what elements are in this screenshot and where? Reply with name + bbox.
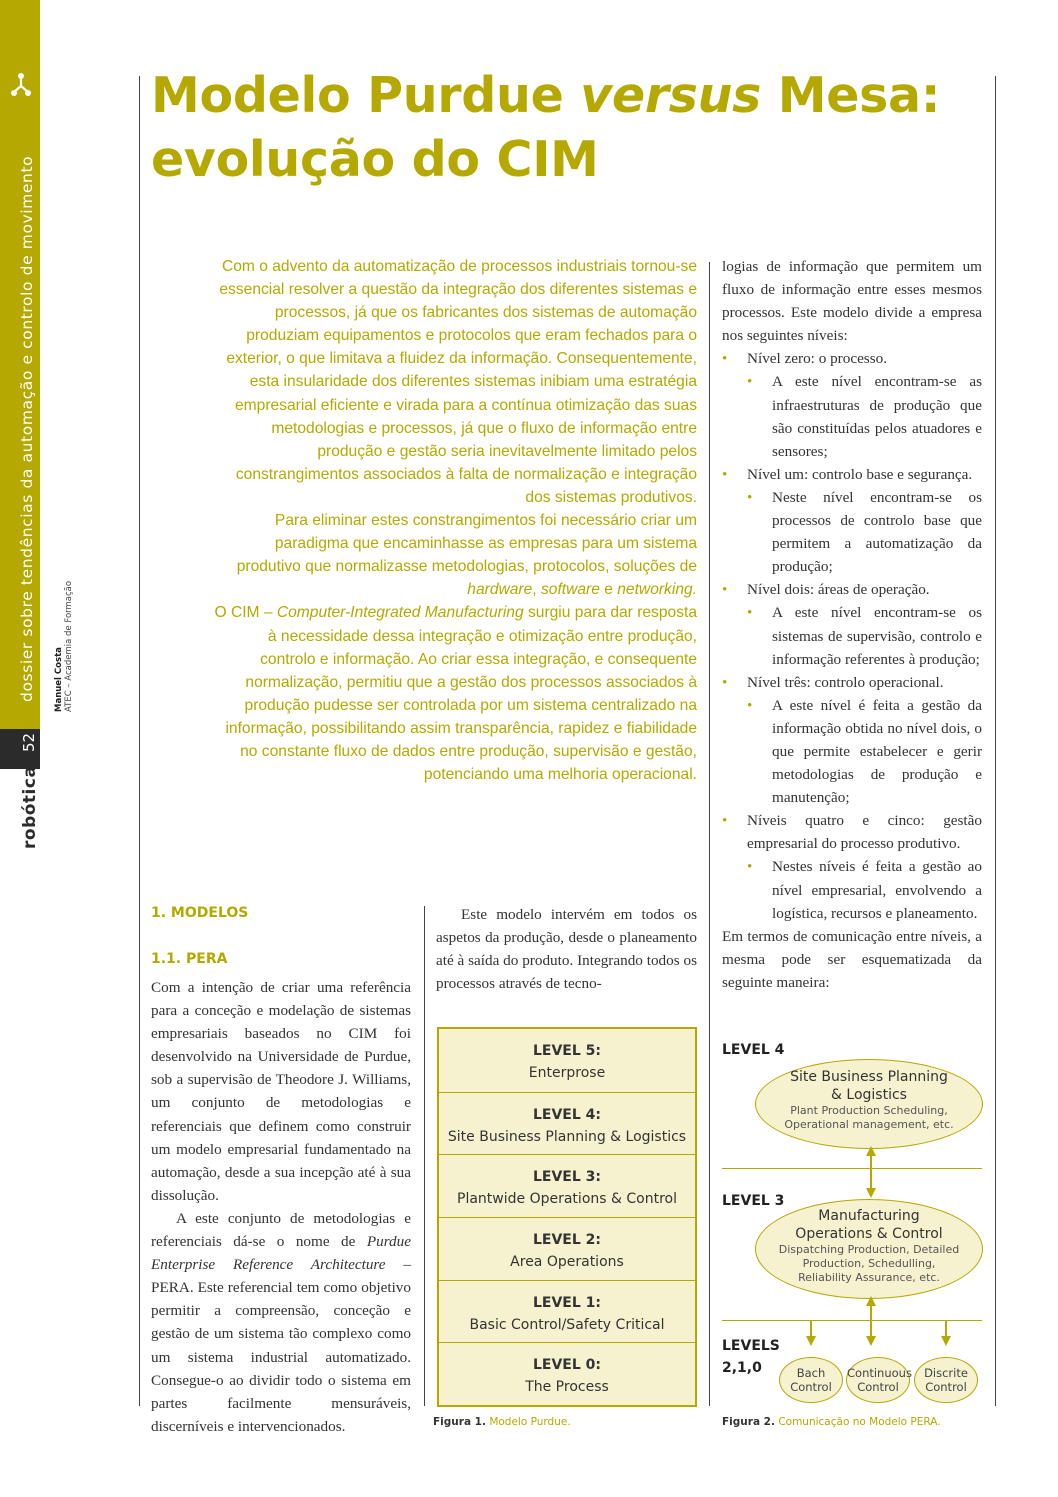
col1-paragraph-2: A este conjunto de metodologias e referenciais dá-se o nome de Purdue Enterprise Reference Architecture – PERA. Este referencial tem como objetivo permitir a compreensão, conceção e gestão de um sistema tão complexo como um sistema industrial automatizado. Consegue-o ao dividir todo o sistema em partes facilmente mensuráveis, discerníveis e intervencionados.	[151, 1209, 412, 1435]
list-item: • Níveis quatro e cinco: gestão empresarial do processo produtivo. • Nestes níveis é feita a gestão ao nível empresarial, envolvendo a logística, recursos e planeamento.	[722, 812, 982, 922]
lead-paragraph-2: Para eliminar estes constrangimentos foi necessário criar um paradigma que encaminhasse as empresas para um sistema produtivo que normalizasse metodologias, protocolos, soluções de hardware, software e networking.	[236, 512, 697, 599]
col2-paragraph-1: Este modelo intervém em todos os aspetos da produção, desde o planeamento até à saída do produto. Integrando todos os processos através de tecno-	[436, 906, 697, 993]
lead-paragraph-1: Com o advento da automatização de processos industriais tornou-se essencial resolver a questão da integração dos diferentes sistemas e processos, já que os fabricantes dos sistemas de automação produziam equipamentos e protocolos que eram fechados para o exterior, o que limitava a fluidez da informação. Consequentemente, esta insularidade dos diferentes sistemas inibiam uma estratégia empresarial eficiente e virada para a contínua otimização das suas metodologias e processos, já que o fluxo de informação entre produção e gestão seria inevitavelmente limitado pelos constrangimentos associados à falta de normalização e integração dos sistemas produtivos.	[219, 258, 697, 506]
title-part-2: Mesa:	[761, 67, 941, 124]
list-item: • Nível três: controlo operacional. • A este nível é feita a gestão da informação obtida no nível dois, o que permite estabelecer e gerir metodologias de produção e manutenção;	[722, 673, 982, 807]
purdue-model-figure	[437, 1027, 697, 1407]
column-rule-mid1	[424, 906, 425, 1406]
list-item: • Nível zero: o processo. • A este nível encontram-se as infraestruturas de produção que são constituídas pelos atuadores e sensores;	[722, 350, 982, 460]
level-box: LEVEL 5: Enterprose	[528, 1043, 606, 1081]
level-3-label: LEVEL 3	[722, 1193, 785, 1209]
levels-210-label: LEVELS 2,1,0	[722, 1338, 780, 1376]
col3-intro: logias de informação que permitem um fluxo de informação entre esses mesmos processos. Este modelo divide a empresa nos seguintes níveis:	[722, 258, 982, 345]
column-rule-mid2	[709, 262, 710, 1406]
level-box: LEVEL 0: The Process	[439, 1342, 695, 1405]
figure-1-caption: Figura 1. Modelo Purdue.	[433, 1416, 571, 1428]
level-box: LEVEL 4: Site Business Planning & Logistics	[439, 1092, 695, 1155]
column-1-text	[151, 976, 411, 1438]
level-4-label: LEVEL 4	[722, 1042, 785, 1058]
author-affiliation: ATEC – Academia de Formação	[64, 580, 74, 712]
batch-control-ellipse: Bach Control	[779, 1357, 843, 1403]
column-3-text	[722, 255, 982, 925]
title-part-1: Modelo Purdue	[151, 67, 581, 124]
manufacturing-ellipse: Manufacturing Operations & Control Dispatching Production, Detailed Production, Schedulling, Reliability Assurance, etc.	[755, 1199, 983, 1299]
lead-paragraphs	[214, 255, 697, 786]
list-item: • Nível um: controlo base e segurança. • Neste nível encontram-se os processos de controlo base que permitem a automatização da produção;	[722, 465, 982, 576]
continuous-control-ellipse: Continuous Control	[846, 1357, 910, 1403]
lead-paragraph-3: O CIM – Computer-Integrated Manufacturing surgiu para dar resposta à necessidade dessa integração e otimização entre produção, controlo e informação. Ao criar essa integração, e consequente normalização, permitiu que a gestão dos processos associados à produção pudesse ser controlada por um sistema centralizado na informação, possibilitando assim transparência, rapidez e fiabilidade no constante fluxo de dados entre produção, supervisão e gestão, potenciando uma melhoria operacional.	[214, 604, 697, 784]
column-rule-left	[139, 76, 140, 1406]
figure-2-caption: Figura 2. Comunicação no Modelo PERA.	[722, 1416, 941, 1428]
levels-list	[722, 347, 982, 924]
col1-paragraph-1: Com a intenção de criar uma referência para a conceção e modelação de sistemas empresariais baseados no CIM foi desenvolvido na Universidade de Purdue, sob a supervisão de Theodore J. Williams, um conjunto de metodologias e referenciais que definem como construir um modelo empresarial fundamentado na automação, desde a sua incepção até à sua dissolução.	[151, 979, 411, 1204]
column-2-text	[436, 903, 697, 995]
column-3-outro	[722, 925, 982, 994]
column-rule-right	[995, 76, 996, 1406]
discrete-control-ellipse: Discrite Control	[914, 1357, 978, 1403]
list-item: • Nível dois: áreas de operação. • A este nível encontram-se os sistemas de supervisão, controlo e informação referentes à produção;	[722, 581, 982, 668]
level-box: LEVEL 1: Basic Control/Safety Critical	[439, 1280, 695, 1343]
site-business-ellipse: Site Business Planning & Logistics Plant Production Scheduling, Operational management, etc.	[755, 1059, 983, 1149]
network-logo-icon	[10, 72, 32, 98]
section-title: dossier sobre tendências da automação e controlo de movimento	[18, 155, 36, 702]
subsection-heading: 1.1. PERA	[151, 951, 228, 967]
page-number: 52	[20, 732, 38, 752]
author-block	[54, 581, 74, 712]
article-title	[151, 64, 940, 192]
title-line-2: evolução do CIM	[151, 131, 599, 188]
communication-arrows-icon	[722, 1145, 982, 1355]
level-box: LEVEL 3: Plantwide Operations & Control	[439, 1154, 695, 1217]
section-heading: 1. MODELOS	[151, 905, 249, 921]
author-name: Manuel Costa	[54, 647, 64, 712]
col3-outro-text: Em termos de comunicação entre níveis, a mesma pode ser esquematizada da seguinte maneira:	[722, 928, 982, 992]
level-box: LEVEL 2: Area Operations	[439, 1217, 695, 1280]
title-part-versus: versus	[580, 67, 762, 124]
magazine-name: robótica	[20, 765, 40, 849]
